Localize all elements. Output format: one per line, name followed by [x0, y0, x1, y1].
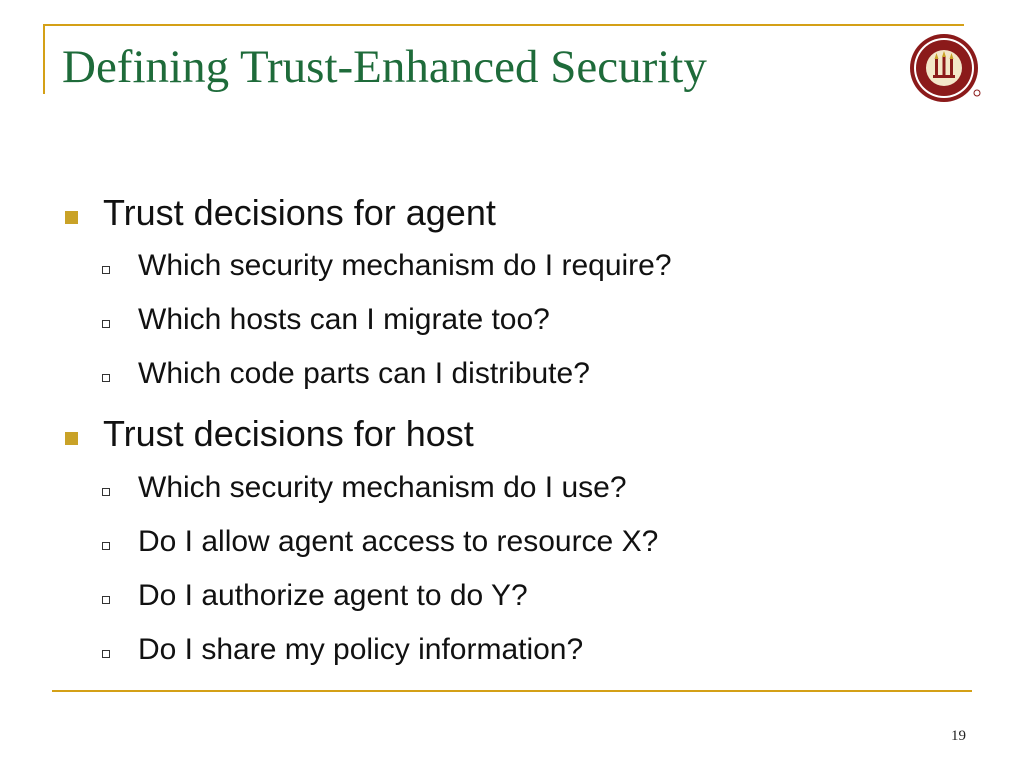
sub-bullet-item: Do I authorize agent to do Y? — [138, 579, 528, 612]
footer-divider — [52, 690, 972, 692]
frame-top-line — [43, 24, 964, 26]
bullet-marker-square — [65, 432, 78, 445]
bullet-item: Trust decisions for host — [103, 413, 474, 454]
sub-bullet-marker-box — [102, 320, 110, 328]
sub-bullet-item: Which code parts can I distribute? — [138, 357, 590, 390]
sub-bullet-item: Do I share my policy information? — [138, 633, 584, 666]
frame-left-line — [43, 24, 45, 94]
sub-bullet-marker-box — [102, 542, 110, 550]
bullet-item: Trust decisions for agent — [103, 192, 496, 233]
sub-bullet-item: Do I allow agent access to resource X? — [138, 525, 659, 558]
sub-bullet-item: Which hosts can I migrate too? — [138, 303, 550, 336]
sub-bullet-item: Which security mechanism do I require? — [138, 249, 672, 282]
sub-bullet-marker-box — [102, 374, 110, 382]
university-seal-icon — [907, 31, 981, 105]
sub-bullet-marker-box — [102, 650, 110, 658]
sub-bullet-item: Which security mechanism do I use? — [138, 471, 627, 504]
slide-title: Defining Trust-Enhanced Security — [62, 41, 707, 93]
sub-bullet-marker-box — [102, 488, 110, 496]
sub-bullet-marker-box — [102, 596, 110, 604]
page-number: 19 — [951, 728, 966, 744]
bullet-marker-square — [65, 211, 78, 224]
sub-bullet-marker-box — [102, 266, 110, 274]
